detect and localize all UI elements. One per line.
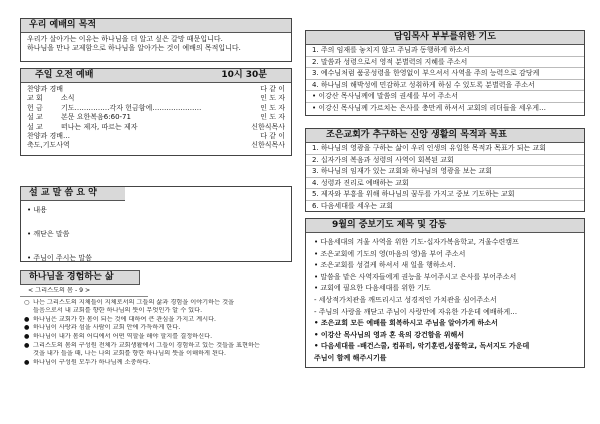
church-goal-item: 5. 제자와 부흥을 위해 하나님의 꿈두를 가지고 중보 기도하는 교회 <box>306 189 584 201</box>
service-row-item: 찬양과 경배… <box>27 131 71 140</box>
service-row <box>27 104 285 113</box>
service-row-item: 설 교 <box>27 122 43 131</box>
church-goals-title: 조은교회가 추구하는 신앙 생활의 목적과 목표 <box>306 129 584 143</box>
bullet-icon: ○ <box>24 298 30 306</box>
service-row-leader: 인 도 자 <box>260 113 285 122</box>
bullet-icon: ● <box>24 324 30 332</box>
pastor-prayer-title: 담임목사 부부를위한 기도 <box>306 31 584 45</box>
prayer-topics-title: 9월의 중보기도 제목 및 감동 <box>306 219 584 233</box>
prayer-topic-item: • 교회에 필요한 다음세대를 위한 기도 <box>314 284 431 293</box>
service-row-leader: 인 도 자 <box>260 103 285 112</box>
bullet-icon: ● <box>24 332 30 340</box>
bullet-icon: ● <box>24 341 30 349</box>
service-row-detail: 소식 <box>61 94 75 103</box>
prayer-topic-item: • 다음세대를 -배건스쿨, 컴퓨터, 악기훈련,성품학교, 독서지도 가운데 <box>314 342 530 351</box>
prayer-topic-item: - 주님의 사랑을 깨닫고 주님이 사랑만에 자유한 가운데 예배하게… <box>314 307 518 316</box>
experience-item: ● 하나님이 내가 몸의 어디에서 어떤 역할을 해야 할지를 결정하신다. <box>24 332 213 340</box>
service-row-detail: 기도……………각자 헌금함에………………… <box>61 103 202 112</box>
prayer-topic-item: • 조은교회 모든 예배를 회복하시고 주님을 알아가게 하소서 <box>314 319 498 328</box>
service-row <box>27 141 285 150</box>
church-goals-section <box>305 128 585 212</box>
pastor-prayer-item: 1. 주의 임재를 놓치지 않고 주님과 동행하게 하소서 <box>306 45 584 57</box>
church-goal-item: 6. 다음세대를 세우는 교회 <box>312 201 393 210</box>
experience-section <box>20 270 290 364</box>
sermon-summary-section <box>20 186 292 262</box>
purpose-line: 우리가 살아가는 이유는 하나님을 더 알고 싶은 갈망 때문입니다. <box>27 35 223 43</box>
pastor-prayer-item: 4. 하나님의 해박성에 민감하고 성취하게 하심 수 있도록 분별력을 주소서 <box>306 80 584 92</box>
prayer-topic-item: • 말씀을 맡은 사역자들에게 권능을 부어주시고 은사를 부어주소서 <box>314 272 517 281</box>
pastor-prayer-section <box>305 30 585 116</box>
service-row-leader: 다 같 이 <box>260 85 285 93</box>
sermon-item: • 깨닫은 말씀 <box>27 230 70 238</box>
service-row <box>27 132 285 141</box>
pastor-prayer-item: 3. 예수님처럼 품공성령을 한영없이 부으셔서 사역을 주의 능력으로 감당케 <box>306 68 584 80</box>
bullet-icon: ● <box>24 315 30 323</box>
service-time: 10시 30분 <box>221 70 267 80</box>
experience-subtitle: < 그리스도의 몸 - 9 > <box>20 287 148 297</box>
service-row-leader: 신한식목사 <box>251 141 285 150</box>
experience-item: ● 하나님이 구성원 모두가 하나님께 소중하다. <box>24 358 151 366</box>
prayer-topic-item: - 세상적가치관을 깨뜨리시고 성경적인 가치관을 심어주소서 <box>314 295 497 304</box>
service-row-leader: 신한식목사 <box>251 122 285 131</box>
service-row-detail: 떠나는 제자, 따르는 제자 <box>61 122 138 131</box>
sermon-item: • 내용 <box>27 206 47 214</box>
pastor-prayer-item: • 이강산 목사님께에 말씀의 권세를 부어 주소서 <box>306 91 584 103</box>
pastor-prayer-item: 2. 말씀과 성령으로서 영적 분별력의 지혜를 주소서 <box>306 57 584 69</box>
experience-item: 들음으로서 내 교회를 향한 하나님의 뜻이 무엇인가 알 수 있다. <box>33 307 203 315</box>
experience-item: ● 하나님은 교회가 한 몸이 되는 것에 대하여 큰 관심을 가지고 계시다. <box>24 315 217 323</box>
service-header <box>21 69 291 83</box>
service-title: 주일 오전 예배 <box>35 70 94 80</box>
experience-item: ● 하나님이 사랑과 섬을 사람이 교회 안에 가득하게 한다. <box>24 324 181 332</box>
service-row-item: 설 교 <box>27 113 43 122</box>
church-goal-item: 2. 십자가의 복음과 성령의 사역이 회복된 교회 <box>306 155 584 167</box>
bullet-icon: ● <box>24 358 30 366</box>
prayer-topic-item: • 조은교회를 성결케 하셔서 새 일을 행하소서. <box>314 261 456 270</box>
prayer-topic-item: • 조은교회에 기도의 영(마음의 영)을 부어 주소서 <box>314 249 466 258</box>
sermon-summary-title: 설 교 말 씀 요 약 <box>21 187 125 201</box>
service-row-item: 축도,기도사역 <box>27 141 70 150</box>
service-row <box>27 123 285 132</box>
service-row <box>27 85 285 94</box>
experience-item: ● 그리스도의 몸의 구성원 전체가 교회생활에서 그들이 경험하고 있는 것들을 표현하는 <box>24 341 260 349</box>
service-row-item: 찬양과 경배 <box>27 85 64 93</box>
sermon-item: • 주님이 주시는 말씀 <box>27 254 92 262</box>
experience-title: 하나님을 경험하는 삶 <box>20 270 140 285</box>
purpose-title: 우리 예배의 목적 <box>21 19 291 33</box>
service-row-detail: 본문 요한복음6:60-71 <box>61 113 131 122</box>
service-row <box>27 113 285 122</box>
service-row-leader: 다 같 이 <box>260 131 285 140</box>
service-row-item: 교 회 <box>27 94 43 103</box>
purpose-section <box>20 18 292 62</box>
church-goal-item: 3. 하나님의 임재가 있는 교회와 하나님의 영광을 보는 교회 <box>306 166 584 178</box>
pastor-prayer-item: • 이강신 목사님께 가르치는 은사를 충만케 하셔서 교회의 리더들을 세우게… <box>312 103 547 112</box>
experience-item: ○ 나는 그리스도의 지체들이 지체로서의 그들의 삶과 경험을 이야기하는 것을 <box>24 298 235 306</box>
purpose-line: 하나님을 만나 교제함으로 하나님을 알아가는 것이 예배의 목적입니다. <box>27 44 241 53</box>
prayer-topics-section <box>305 218 585 368</box>
church-goal-item: 4. 성령과 진리로 예배하는 교회 <box>306 178 584 190</box>
prayer-topic-item: • 이강산 목사님의 영과 혼 육의 강건함을 위해서 <box>314 330 465 339</box>
experience-item: 것을 내가 들을 때, 나는 나의 교회를 향한 하나님의 뜻을 이해하게 된다. <box>33 350 226 358</box>
church-goal-item: 1. 하나님의 영광을 구하는 삶이 우리 인생의 유일한 목적과 목표가 되는 교회 <box>306 143 584 155</box>
prayer-topic-item: 주님이 함께 해주시기를 <box>314 353 387 362</box>
service-row-leader: 인 도 자 <box>260 94 285 103</box>
service-row-item: 헌 금 <box>27 103 43 112</box>
service-section <box>20 68 292 156</box>
prayer-topic-item: • 다음세대의 겨울 사역을 위한 기도-십자가복음학교, 겨울수련캠프 <box>314 238 519 246</box>
service-row <box>27 94 285 103</box>
